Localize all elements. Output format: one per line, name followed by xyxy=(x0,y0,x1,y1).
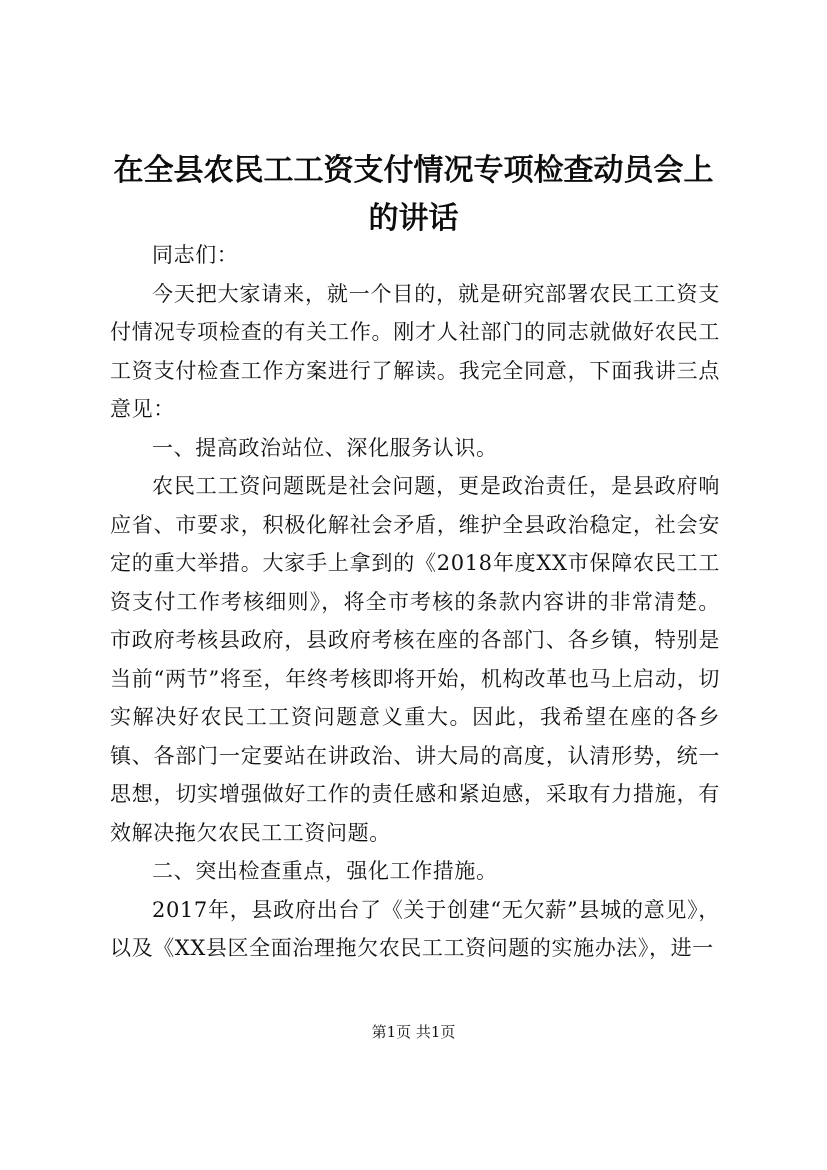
page-footer: 第1页 共1页 xyxy=(371,1023,456,1041)
paragraph-salutation: 同志们： xyxy=(152,243,239,267)
document-body xyxy=(110,236,720,968)
paragraph-section-two: 2017年，县政府出台了《关于创建“无欠薪”县城的意见》，以及《XX县区全面治理拖欠农民工工资问题的实施办法》，进一 xyxy=(110,897,720,960)
paragraph-intro: 今天把大家请来，就一个目的，就是研究部署农民工工资支付情况专项检查的有关工作。刚才人社部门的同志就做好农民工工资支付检查工作方案进行了解读。我完全同意，下面我讲三点意见： xyxy=(110,281,720,421)
paragraph-section-one: 农民工工资问题既是社会问题，更是政治责任，是县政府响应省、市要求，积极化解社会矛盾，维护全县政治稳定，社会安定的重大举措。大家手上拿到的《2018年度XX市保障农民工工资支付工作考核细则》，将全市考核的条款内容讲的非常清楚。市政府考核县政府，县政府考核在座的各部门、各乡镇，特别是当前“两节”将至，年终考核即将开始，机构改革也马上启动，切实解决好农民工工资问题意义重大。因此，我希望在座的各乡镇、各部门一定要站在讲政治、讲大局的高度，认清形势，统一思想，切实增强做好工作的责任感和紧迫感，采取有力措施，有效解决拖欠农民工工资问题。 xyxy=(110,474,720,845)
document-title: 在全县农民工工资支付情况专项检查动员会上的讲话 xyxy=(113,153,714,236)
section-heading-one: 一、提高政治站位、深化服务认识。 xyxy=(152,435,498,460)
section-heading-two: 二、突出检查重点，强化工作措施。 xyxy=(152,859,498,883)
